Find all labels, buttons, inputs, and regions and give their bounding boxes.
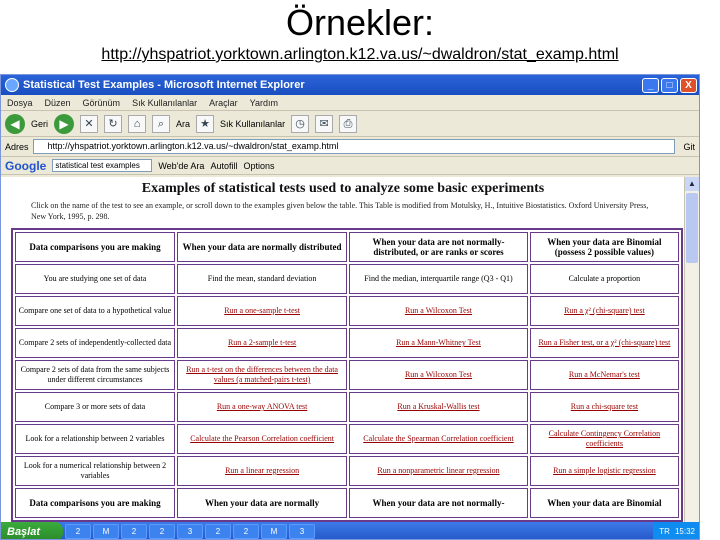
language-indicator[interactable]: TR — [659, 527, 670, 536]
table-row — [15, 424, 679, 454]
test-link[interactable]: Run a χ² (chi-square) test — [564, 306, 645, 315]
slide-url-link[interactable]: http://yhspatriot.yorktown.arlington.k12.va.us/~dwaldron/stat_examp.html — [101, 46, 619, 63]
google-autofill-button[interactable]: Autofill — [210, 160, 238, 171]
stat-tests-table — [11, 228, 683, 522]
table-cell — [530, 392, 679, 422]
table-cell — [177, 296, 347, 326]
print-icon[interactable]: ⎙ — [339, 115, 357, 133]
menu-edit[interactable]: Düzen — [44, 97, 71, 108]
test-link[interactable]: Run a simple logistic regression — [553, 466, 656, 475]
menu-favorites[interactable]: Sık Kullanılanlar — [132, 97, 198, 108]
toolbar — [1, 111, 699, 137]
table-cell: Find the median, interquartile range (Q3 - Q1) — [349, 264, 528, 294]
menu-file[interactable]: Dosya — [7, 97, 33, 108]
google-logo[interactable]: Google — [5, 158, 47, 173]
window-titlebar[interactable] — [1, 75, 699, 95]
stop-icon[interactable]: ✕ — [80, 115, 98, 133]
test-link[interactable]: Calculate the Pearson Correlation coefficient — [190, 434, 334, 443]
back-label[interactable]: Geri — [31, 118, 49, 129]
google-toolbar — [1, 157, 699, 175]
table-cell: Look for a relationship between 2 variables — [15, 424, 175, 454]
table-cell — [349, 360, 528, 390]
windows-taskbar — [1, 522, 700, 540]
menu-bar — [1, 95, 699, 111]
header-cell: When your data are normally — [177, 488, 347, 518]
taskbar-item[interactable]: 2 — [121, 524, 147, 539]
table-row — [15, 264, 679, 294]
table-cell — [530, 456, 679, 486]
test-link[interactable]: Run a 2-sample t-test — [227, 338, 297, 347]
table-cell: Compare 2 sets of independently-collected data — [15, 328, 175, 358]
table-cell — [349, 392, 528, 422]
search-icon[interactable]: ⌕ — [152, 115, 170, 133]
table-cell — [349, 296, 528, 326]
refresh-icon[interactable]: ↻ — [104, 115, 122, 133]
google-options-button[interactable]: Options — [243, 160, 275, 171]
taskbar-item[interactable]: M — [261, 524, 287, 539]
table-cell — [177, 456, 347, 486]
google-search-button[interactable]: Web'de Ara — [158, 160, 205, 171]
table-cell: Look for a numerical relationship between 2 variables — [15, 456, 175, 486]
taskbar-item[interactable]: 2 — [65, 524, 91, 539]
test-link[interactable]: Run a Mann-Whitney Test — [396, 338, 481, 347]
header-cell: When your data are normally distributed — [177, 232, 347, 262]
table-cell — [349, 424, 528, 454]
test-link[interactable]: Run a McNemar's test — [568, 370, 640, 379]
table-cell — [177, 328, 347, 358]
browser-screenshot — [0, 74, 700, 540]
address-label: Adres — [5, 141, 29, 152]
table-cell — [349, 328, 528, 358]
taskbar-item[interactable]: 2 — [149, 524, 175, 539]
table-cell: Find the mean, standard deviation — [177, 264, 347, 294]
window-title: Statistical Test Examples - Microsoft Internet Explorer — [23, 79, 305, 91]
system-tray — [653, 522, 700, 540]
table-cell — [530, 328, 679, 358]
address-input[interactable]: http://yhspatriot.yorktown.arlington.k12.va.us/~dwaldron/stat_examp.html — [33, 139, 676, 154]
table-cell — [177, 360, 347, 390]
clock: 15:32 — [674, 527, 695, 536]
table-row — [15, 392, 679, 422]
test-link[interactable]: Calculate Contingency Correlation coefficients — [548, 429, 661, 448]
ie-icon — [5, 78, 19, 92]
table-cell — [530, 296, 679, 326]
taskbar-item[interactable]: 2 — [233, 524, 259, 539]
home-icon[interactable]: ⌂ — [128, 115, 146, 133]
address-bar — [1, 137, 699, 157]
header-cell: Data comparisons you are making — [15, 488, 175, 518]
start-button[interactable]: Başlat — [1, 522, 63, 540]
taskbar-item[interactable]: M — [93, 524, 119, 539]
scroll-up-icon[interactable]: ▲ — [685, 177, 699, 191]
test-link[interactable]: Run a t-test on the differences between the data values (a matched-pairs t-test) — [186, 365, 338, 384]
table-row — [15, 328, 679, 358]
table-cell — [177, 392, 347, 422]
menu-help[interactable]: Yardım — [249, 97, 278, 108]
google-search-input[interactable]: statistical test examples — [52, 159, 152, 172]
test-link[interactable]: Run a one-sample t-test — [224, 306, 300, 315]
menu-tools[interactable]: Araçlar — [209, 97, 238, 108]
table-cell: Calculate a proportion — [530, 264, 679, 294]
table-row — [15, 456, 679, 486]
back-arrow-icon[interactable]: ◀ — [5, 114, 25, 134]
page-content — [1, 177, 685, 522]
mail-icon[interactable]: ✉ — [315, 115, 333, 133]
test-link[interactable]: Run a Kruskal-Wallis test — [397, 402, 480, 411]
table-row — [15, 360, 679, 390]
test-link[interactable]: Run a Fisher test, or a χ² (chi-square) test — [538, 338, 671, 347]
table-repeat-header-row — [15, 488, 679, 518]
scroll-thumb[interactable] — [686, 193, 698, 263]
table-cell — [349, 456, 528, 486]
taskbar-item[interactable]: 3 — [289, 524, 315, 539]
minimize-button[interactable]: _ — [642, 78, 659, 93]
table-cell: You are studying one set of data — [15, 264, 175, 294]
test-link[interactable]: Run a nonparametric linear regression — [377, 466, 500, 475]
table-cell — [530, 360, 679, 390]
taskbar-item[interactable]: 3 — [177, 524, 203, 539]
header-cell: When your data are Binomial (possess 2 possible values) — [530, 232, 679, 262]
test-link[interactable]: Calculate the Spearman Correlation coefficient — [363, 434, 514, 443]
maximize-button[interactable]: □ — [661, 78, 678, 93]
table-row — [15, 296, 679, 326]
table-cell: Compare 3 or more sets of data — [15, 392, 175, 422]
test-link[interactable]: Run a Wilcoxon Test — [404, 370, 472, 379]
page-heading: Examples of statistical tests used to analyze some basic experiments — [141, 181, 545, 196]
menu-view[interactable]: Görünüm — [82, 97, 121, 108]
search-label[interactable]: Ara — [176, 118, 191, 129]
vertical-scrollbar[interactable] — [684, 177, 699, 522]
header-cell: When your data are not normally-distributed, or are ranks or scores — [349, 232, 528, 262]
table-cell: Compare one set of data to a hypothetical value — [15, 296, 175, 326]
test-link[interactable]: Run a one-way ANOVA test — [216, 402, 308, 411]
header-cell: Data comparisons you are making — [15, 232, 175, 262]
table-cell — [177, 424, 347, 454]
table-header-row — [15, 232, 679, 262]
favorites-label[interactable]: Sık Kullanılanlar — [220, 118, 286, 129]
test-link[interactable]: Run a Wilcoxon Test — [404, 306, 472, 315]
go-button[interactable]: Git — [683, 141, 695, 152]
page-intro: Click on the name of the test to see an example, or scroll down to the examples given below the table. This Table is modified from Motulsky, H., Intuitive Biostatistics. Oxford University Press, New York, 1995, p. 298. — [31, 201, 649, 221]
taskbar-item[interactable]: 2 — [205, 524, 231, 539]
test-link[interactable]: Run a linear regression — [225, 466, 300, 475]
history-icon[interactable]: ◷ — [291, 115, 309, 133]
favorites-star-icon[interactable]: ★ — [196, 115, 214, 133]
header-cell: When your data are Binomial — [530, 488, 679, 518]
slide-title: Örnekler: — [285, 2, 435, 43]
forward-arrow-icon[interactable]: ▶ — [54, 114, 74, 134]
table-cell: Compare 2 sets of data from the same subjects under different circumstances — [15, 360, 175, 390]
table-cell — [530, 424, 679, 454]
header-cell: When your data are not normally- — [349, 488, 528, 518]
test-link[interactable]: Run a chi-square test — [570, 402, 639, 411]
close-button[interactable]: X — [680, 78, 697, 93]
